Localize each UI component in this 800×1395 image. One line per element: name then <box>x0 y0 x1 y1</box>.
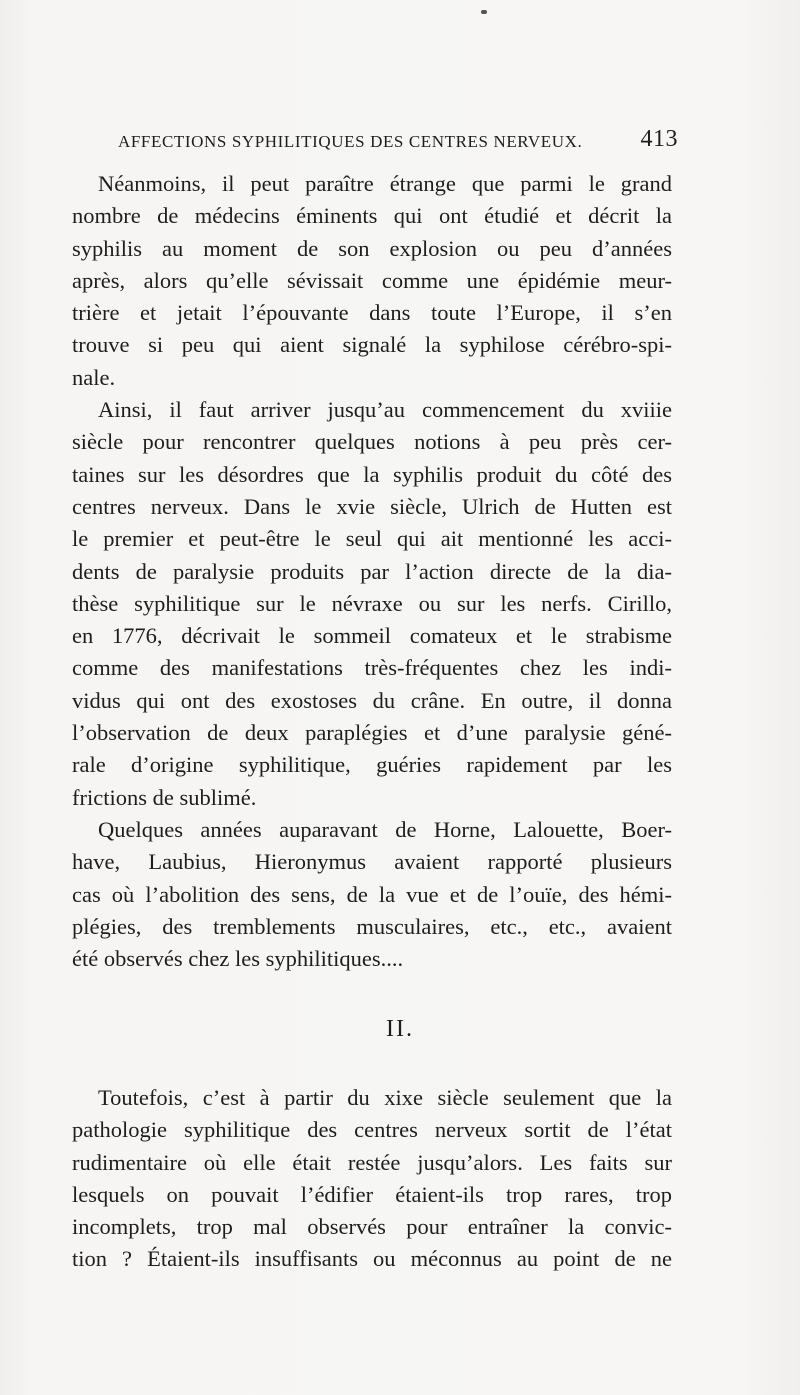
text-line: have, Laubius, Hieronymus avaient rapporté plusieurs <box>72 849 672 875</box>
text-line: rale d’origine syphilitique, guéries rapidement par les <box>72 752 672 778</box>
text-line: cas où l’abolition des sens, de la vue et de l’ouïe, des hémi- <box>72 881 672 907</box>
text-line: en 1776, décrivait le sommeil comateux et le strabisme <box>72 623 672 649</box>
text-line: le premier et peut-être le seul qui ait mentionné les acci- <box>72 526 672 552</box>
text-line: comme des manifestations très-fréquentes chez les indi- <box>72 655 672 681</box>
text-line: incomplets, trop mal observés pour entraîner la convic- <box>72 1214 672 1240</box>
text-line: plégies, des tremblements musculaires, etc., etc., avaient <box>72 913 672 939</box>
text-line: lesquels on pouvait l’édifier étaient-ils trop rares, trop <box>72 1181 672 1207</box>
text-line: taines sur les désordres que la syphilis produit du côté des <box>72 461 672 487</box>
page-number: 413 <box>640 126 678 152</box>
body-text-before-section <box>72 168 672 975</box>
page-header <box>118 128 678 158</box>
text-line: syphilis au moment de son explosion ou peu d’années <box>72 235 672 261</box>
text-line: dents de paralysie produits par l’action directe de la dia- <box>72 558 672 584</box>
running-head: AFFECTIONS SYPHILITIQUES DES CENTRES NERVEUX. <box>118 132 583 151</box>
text-line: l’observation de deux paraplégies et d’une paralysie géné- <box>72 720 672 746</box>
text-line: trouve si peu qui aient signalé la syphilose cérébro-spi- <box>72 332 672 358</box>
text-line: Quelques années auparavant de Horne, Lalouette, Boer- <box>98 816 672 842</box>
text-line: nale. <box>72 364 116 390</box>
text-line: été observés chez les syphilitiques.... <box>72 946 404 972</box>
text-line: rudimentaire où elle était restée jusqu’alors. Les faits sur <box>72 1149 672 1175</box>
text-line: siècle pour rencontrer quelques notions à peu près cer- <box>72 429 672 455</box>
text-line: thèse syphilitique sur le névraxe ou sur les nerfs. Cirillo, <box>72 590 672 616</box>
body-text-after-section <box>72 1082 672 1276</box>
text-line: centres nerveux. Dans le xvie siècle, Ulrich de Hutten est <box>72 493 672 519</box>
text-line: pathologie syphilitique des centres nerveux sortit de l’état <box>72 1117 672 1143</box>
text-line: après, alors qu’elle sévissait comme une épidémie meur- <box>72 267 672 293</box>
print-speck <box>481 10 487 14</box>
text-line: tion ? Étaient-ils insuffisants ou méconnus au point de ne <box>72 1246 672 1272</box>
text-line: Ainsi, il faut arriver jusqu’au commencement du xviiie <box>98 397 672 423</box>
text-line: frictions de sublimé. <box>72 784 257 810</box>
text-line: Toutefois, c’est à partir du xixe siècle seulement que la <box>98 1085 672 1110</box>
text-line: vidus qui ont des exostoses du crâne. En outre, il donna <box>72 687 672 713</box>
text-line: trière et jetait l’épouvante dans toute l’Europe, il s’en <box>72 300 672 326</box>
text-line: nombre de médecins éminents qui ont étudié et décrit la <box>72 203 672 229</box>
section-heading: II. <box>386 1016 414 1042</box>
text-line: Néanmoins, il peut paraître étrange que parmi le grand <box>98 171 672 196</box>
